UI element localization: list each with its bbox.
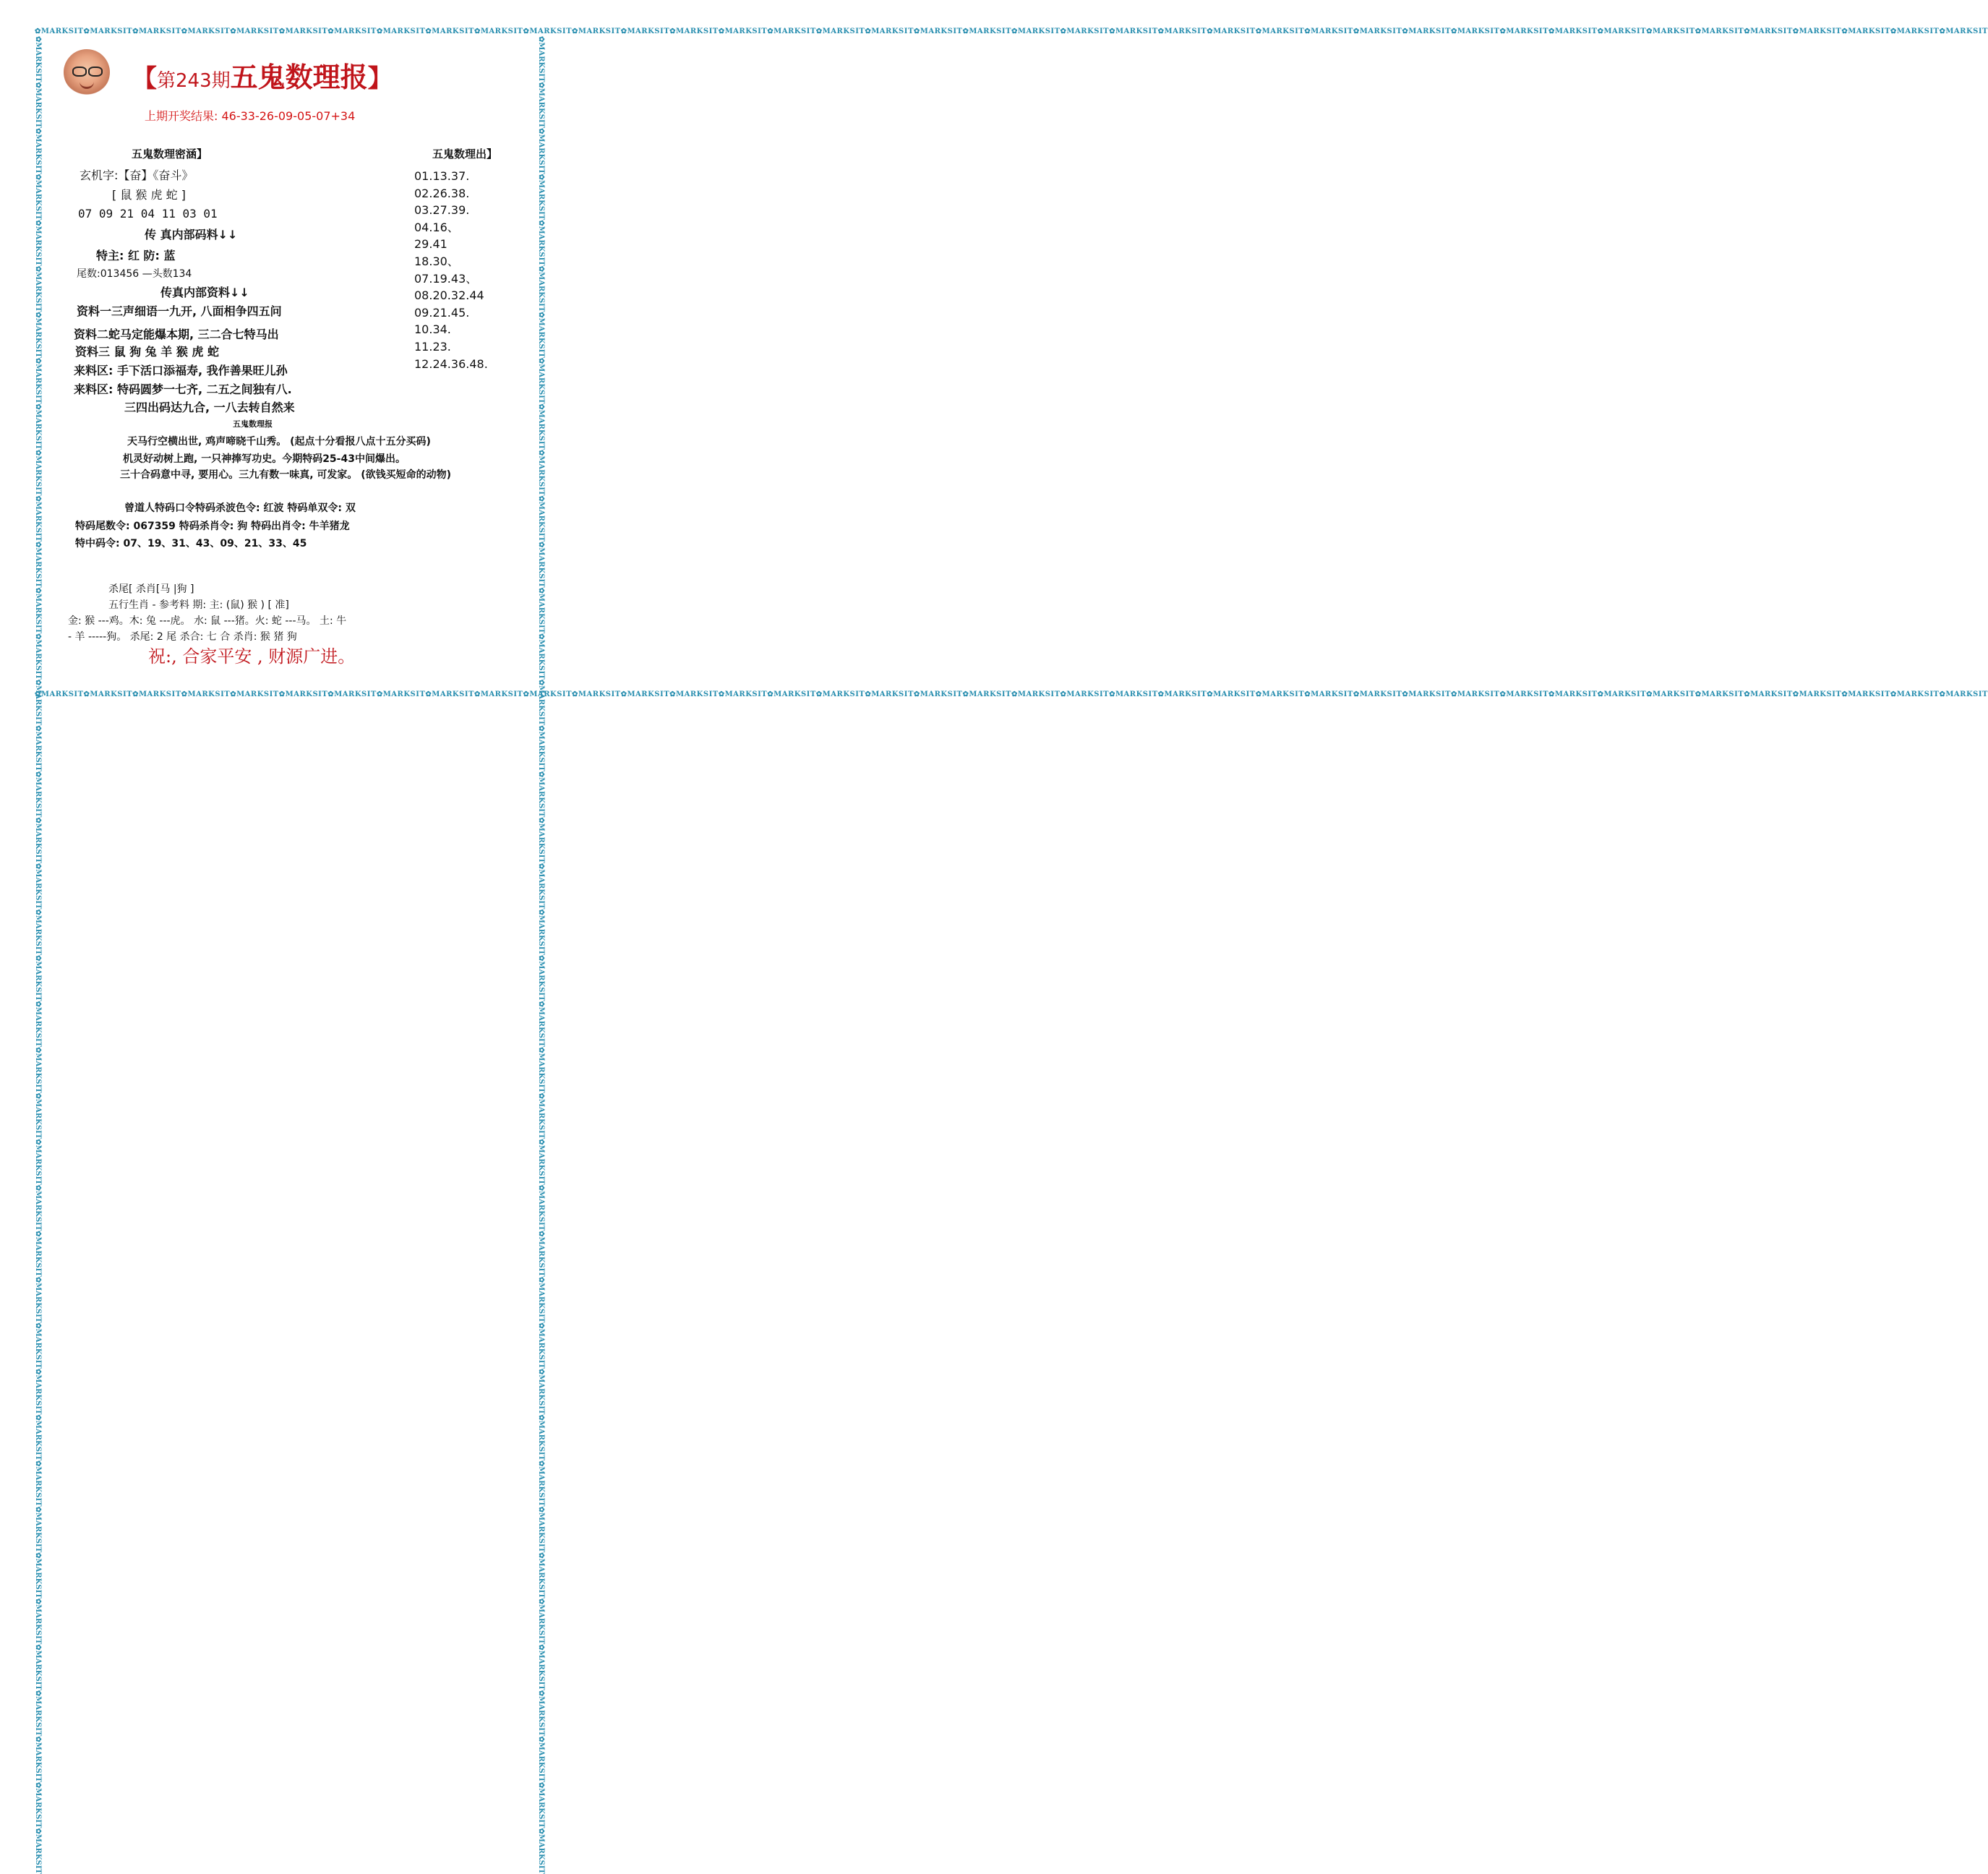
number-group-item: 07.19.43、	[414, 271, 478, 286]
number-group-item: 12.24.36.48.	[414, 356, 488, 371]
number-group-item: 29.41	[414, 237, 447, 252]
number-group-item: 03.27.39.	[414, 203, 470, 218]
fax-heading-2: 传真内部资料↓↓	[160, 286, 249, 299]
border-text: ✿MARKSIT✿MARKSIT✿MARKSIT✿MARKSIT✿MARKSIT✿MARKSIT✿MARKSIT✿MARKSIT✿MARKSIT✿MARKSIT✿MARKSIT✿MARKSIT✿MARKSIT✿MARKSIT✿MARKSIT✿MARKSIT✿MARKSIT✿MARKSIT✿MARKSIT✿MARKSIT✿MARKSIT✿MARKSIT✿MARKSIT✿MARKSIT✿MARKSIT✿MARKSIT✿MARKSIT✿MARKSIT✿MARKSIT✿MARKSIT✿MARKSIT✿MARKSIT✿MARKSIT✿MARKSIT✿MARKSIT✿MARKSIT✿MARKSIT✿MARKSIT✿MARKSIT✿MARKSIT	[34, 36, 42, 1874]
code-line-3: 特中码令: 07、19、31、43、09、21、33、45	[75, 538, 307, 549]
right-section-title: 五鬼数理出】	[432, 147, 498, 161]
zodiac-four: [ 鼠 猴 虎 蛇 ]	[112, 188, 186, 202]
number-group-item: 10.34.	[414, 322, 451, 337]
number-group-item: 09.21.45.	[414, 305, 470, 320]
glasses-right	[88, 67, 103, 77]
tail-head-numbers: 尾数:013456 —头数134	[77, 268, 192, 280]
border-top	[35, 27, 1988, 39]
border-text: ✿MARKSIT✿MARKSIT✿MARKSIT✿MARKSIT✿MARKSIT✿MARKSIT✿MARKSIT✿MARKSIT✿MARKSIT✿MARKSIT✿MARKSIT✿MARKSIT✿MARKSIT✿MARKSIT✿MARKSIT✿MARKSIT✿MARKSIT✿MARKSIT✿MARKSIT✿MARKSIT✿MARKSIT✿MARKSIT✿MARKSIT✿MARKSIT✿MARKSIT✿MARKSIT✿MARKSIT✿MARKSIT✿MARKSIT✿MARKSIT✿MARKSIT✿MARKSIT✿MARKSIT✿MARKSIT✿MARKSIT✿MARKSIT✿MARKSIT✿MARKSIT✿MARKSIT✿MARKSIT	[35, 690, 1988, 698]
left-section-title: 五鬼数理密涵】	[132, 147, 208, 161]
number-group-list	[414, 168, 488, 372]
poem-line-1: 天马行空横出世, 鸡声啼晓千山秀。 (起点十分看报八点十五分买码)	[127, 436, 431, 448]
glasses-left	[72, 67, 87, 77]
data-line-3: 资料三 鼠 狗 兔 羊 猴 虎 蛇	[75, 345, 219, 359]
number-group-item: 11.23.	[414, 339, 451, 354]
data-line-1: 资料一三声细语一九开, 八面相争四五问	[77, 304, 282, 318]
border-right	[535, 36, 547, 1874]
data-line-2: 资料二蛇马定能爆本期, 三二合七特马出	[74, 328, 279, 341]
kill-line-2: 五行生肖 - 参考料 期: 主: (鼠) 猴 ) [ 准]	[108, 599, 289, 611]
border-bottom	[35, 690, 1988, 702]
kill-line-4: - 羊 -----狗。 杀尾: 2 尾 杀合: 七 合 杀肖: 猴 猪 狗	[68, 631, 297, 643]
number-group-item: 02.26.38.	[414, 186, 470, 200]
border-text: ✿MARKSIT✿MARKSIT✿MARKSIT✿MARKSIT✿MARKSIT✿MARKSIT✿MARKSIT✿MARKSIT✿MARKSIT✿MARKSIT✿MARKSIT✿MARKSIT✿MARKSIT✿MARKSIT✿MARKSIT✿MARKSIT✿MARKSIT✿MARKSIT✿MARKSIT✿MARKSIT✿MARKSIT✿MARKSIT✿MARKSIT✿MARKSIT✿MARKSIT✿MARKSIT✿MARKSIT✿MARKSIT✿MARKSIT✿MARKSIT✿MARKSIT✿MARKSIT✿MARKSIT✿MARKSIT✿MARKSIT✿MARKSIT✿MARKSIT✿MARKSIT✿MARKSIT✿MARKSIT	[537, 36, 545, 1874]
kill-line-1: 杀尾[ 杀肖[马 |狗 ]	[108, 583, 194, 595]
poem-line-3: 三十合码意中寻, 要用心。三九有数一味真, 可发家。 (欲钱买短命的动物)	[120, 469, 452, 481]
kill-line-3: 金: 猴 ---鸡。木: 兔 ---虎。 水: 鼠 ---猪。火: 蛇 ---马。 土: 牛	[68, 615, 347, 627]
fax-heading-1: 传 真内部码料↓↓	[145, 228, 238, 241]
poem-heading: 五鬼数理报	[233, 419, 273, 429]
title-bracket-open: 【	[132, 64, 157, 93]
code-line-1: 曾道人特码口令特码杀波色令: 红波 特码单双令: 双	[124, 502, 356, 514]
smile	[80, 81, 94, 89]
riddle-word: 玄机字:【奋】《奋斗》	[80, 168, 194, 182]
issue-number: 第243期	[157, 70, 231, 92]
page-title	[132, 55, 393, 95]
number-group-item: 01.13.37.	[414, 169, 470, 183]
last-result: 上期开奖结果: 46-33-26-09-05-07+34	[145, 109, 356, 123]
blessing: 祝:, 合家平安 , 财源广进。	[148, 646, 356, 667]
source-line-2: 来料区: 特码圆梦一七齐, 二五之间独有八.	[74, 382, 292, 396]
avatar	[64, 49, 110, 95]
border-text: ✿MARKSIT✿MARKSIT✿MARKSIT✿MARKSIT✿MARKSIT✿MARKSIT✿MARKSIT✿MARKSIT✿MARKSIT✿MARKSIT✿MARKSIT✿MARKSIT✿MARKSIT✿MARKSIT✿MARKSIT✿MARKSIT✿MARKSIT✿MARKSIT✿MARKSIT✿MARKSIT✿MARKSIT✿MARKSIT✿MARKSIT✿MARKSIT✿MARKSIT✿MARKSIT✿MARKSIT✿MARKSIT✿MARKSIT✿MARKSIT✿MARKSIT✿MARKSIT✿MARKSIT✿MARKSIT✿MARKSIT✿MARKSIT✿MARKSIT✿MARKSIT✿MARKSIT✿MARKSIT	[35, 27, 1988, 35]
title-text: 五鬼数理报	[230, 61, 368, 93]
poem-line-2: 机灵好动树上跑, 一只神捧写功史。今期特码25-43中间爆出。	[123, 453, 406, 465]
border-left	[32, 36, 43, 1874]
source-line-1: 来料区: 手下活口添福寿, 我作善果旺儿孙	[74, 364, 288, 377]
code-line-2: 特码尾数令: 067359 特码杀肖令: 狗 特码出肖令: 牛羊猪龙	[75, 521, 350, 532]
source-line-3: 三四出码达九合, 一八去转自然来	[124, 401, 295, 414]
title-bracket-close: 】	[367, 64, 393, 93]
numbers-row: 07 09 21 04 11 03 01	[78, 207, 218, 221]
number-group-item: 04.16、	[414, 220, 459, 234]
number-group-item: 08.20.32.44	[414, 288, 484, 303]
number-group-item: 18.30、	[414, 254, 459, 268]
special-color: 特主: 红 防: 蓝	[96, 249, 176, 262]
